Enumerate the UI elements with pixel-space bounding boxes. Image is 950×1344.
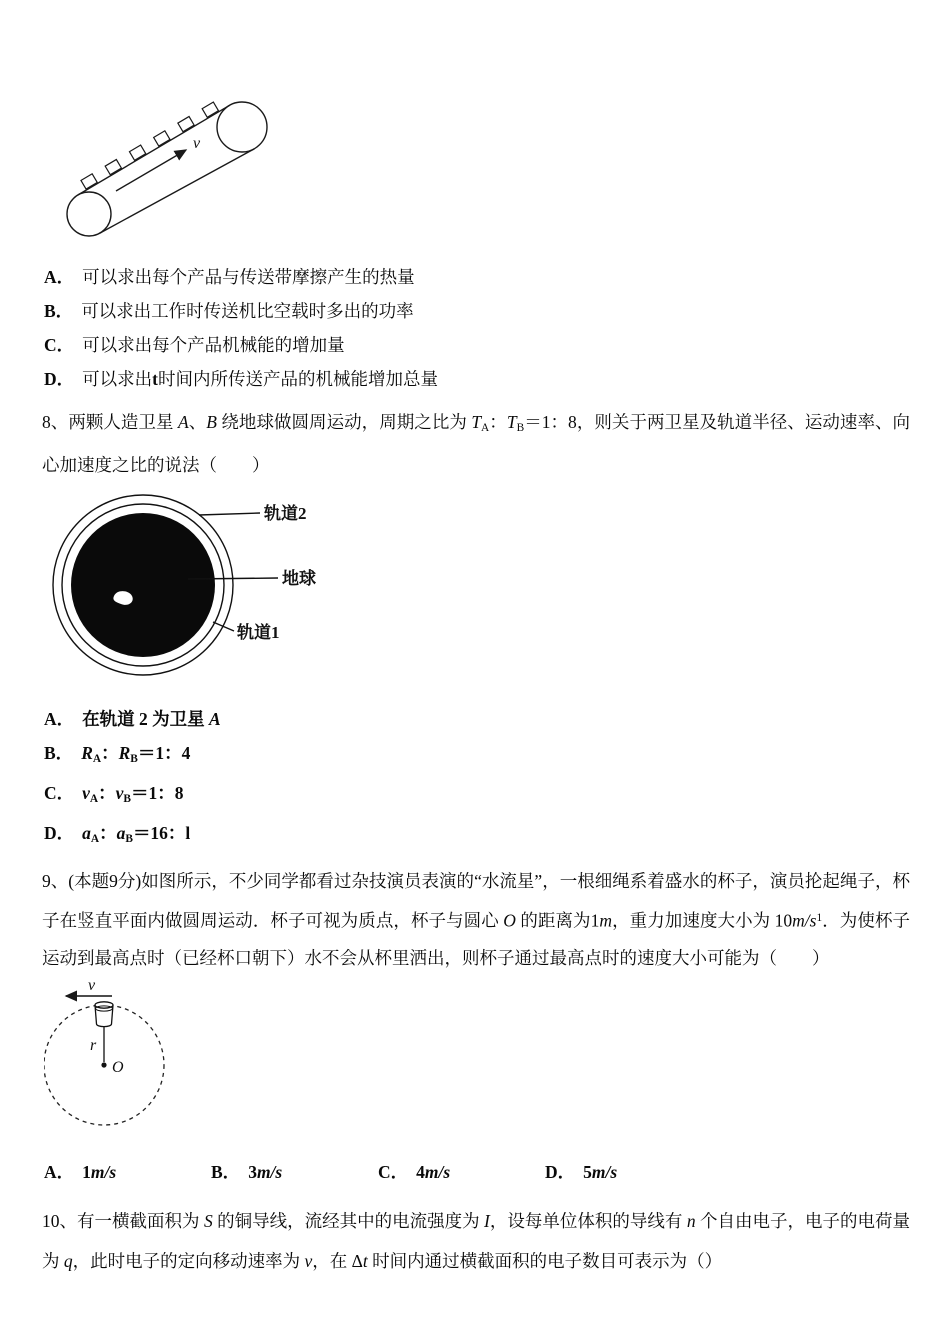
option-text: 1m/s [82, 1162, 117, 1183]
option-q9-d [545, 1155, 712, 1189]
center-label: O [112, 1059, 124, 1077]
q9-options [44, 1155, 910, 1189]
belt-velocity-arrow [116, 150, 186, 191]
belt-velocity-label: v [193, 135, 201, 152]
option-letter: C． [44, 335, 75, 355]
option-q7-c [44, 328, 910, 362]
option-text: 可以求出每个产品机械能的增加量 [82, 335, 345, 355]
radius-label: r [90, 1037, 97, 1055]
option-letter: C． [44, 782, 75, 803]
option-q9-a [44, 1155, 211, 1189]
option-q7-b [44, 294, 910, 328]
option-q8-b [44, 736, 910, 776]
cup-circle-diagram [44, 977, 179, 1139]
belt-upper-edge [78, 105, 230, 195]
option-text: 在轨道 2 为卫星 A [82, 708, 221, 729]
cup-rim [95, 1002, 113, 1008]
orbit-2-label: 轨道2 [264, 503, 307, 523]
option-letter: A． [44, 708, 75, 729]
option-letter: D． [44, 369, 75, 389]
option-letter: C． [378, 1162, 409, 1183]
earth-orbits-figure [48, 488, 348, 688]
q9-stem: 9、(本题9分)如图所示，不少同学都看过杂技演员表演的“水流星”，一根细绳系着盛水的杯子，演员抡起绳子，杯子在竖直平面内做圆周运动．杯子可视为质点，杯子与圆心 O 的距离为1m，重力加速度大小为 $10m/s^1$．为使杯子运动到最高点时（已经杯口朝下）水不会从杯里洒出，则杯子通过最高点时的速度大小可能为（ ） [42, 871, 911, 969]
cup-circle-figure [44, 977, 179, 1139]
q7-options [44, 260, 910, 396]
option-letter: A． [44, 267, 75, 287]
option-letter: B． [211, 1162, 241, 1183]
center-dot [101, 1062, 106, 1067]
belt-roller-bottom [67, 192, 111, 236]
option-q8-d [44, 816, 910, 856]
q8-options [44, 702, 910, 856]
option-q8-a [44, 702, 910, 736]
conveyor-belt-figure [64, 90, 276, 246]
option-letter: B． [44, 301, 74, 321]
option-q7-d [44, 362, 910, 396]
q8-stem: 8、两颗人造卫星 A、B 绕地球做圆周运动，周期之比为 TA：TB＝1：8，则关于两卫星及轨道半径、运动速率、向心加速度之比的说法（ ） [42, 412, 911, 475]
option-text: 可以求出t时间内所传送产品的机械能增加总量 [82, 369, 438, 389]
option-text: 可以求出工作时传送机比空载时多出的功率 [81, 301, 414, 321]
belt-roller-top [217, 102, 267, 152]
earth-label: 地球 [282, 568, 316, 588]
option-letter: D． [44, 822, 75, 843]
option-text: 5m/s [583, 1162, 618, 1183]
option-q8-c [44, 776, 910, 816]
option-letter: B． [44, 742, 74, 763]
earth-leader-line [188, 578, 278, 579]
earth-orbits-diagram [48, 488, 348, 688]
conveyor-belt-diagram [64, 90, 276, 246]
option-q9-c [378, 1155, 545, 1189]
option-text: aA：aB＝16：l [82, 822, 191, 845]
option-q7-a [44, 260, 910, 294]
earth-disc [71, 513, 215, 657]
option-text: 4m/s [416, 1162, 451, 1183]
orbit1-leader-line [213, 622, 234, 631]
option-q9-b [211, 1155, 378, 1189]
q10-stem: 10、有一横截面积为 S 的铜导线，流经其中的电流强度为 I，设每单位体积的导线有 n 个自由电子，电子的电荷量为 q，此时电子的定向移动速率为 v，在 Δt 时间内通过横截面积的电子数目可表示为（） [42, 1211, 911, 1272]
belt-lower-edge [100, 149, 255, 233]
cup-velocity-label: v [88, 977, 96, 995]
option-text: vA：vB＝1：8 [82, 782, 184, 805]
option-text: RA：RB＝1：4 [81, 742, 191, 765]
option-letter: A． [44, 1162, 75, 1183]
option-text: 可以求出每个产品与传送带摩擦产生的热量 [82, 267, 415, 287]
orbit-1-label: 轨道1 [237, 622, 280, 642]
option-letter: D． [545, 1162, 576, 1183]
orbit2-leader-line [199, 513, 260, 515]
option-text: 3m/s [248, 1162, 283, 1183]
